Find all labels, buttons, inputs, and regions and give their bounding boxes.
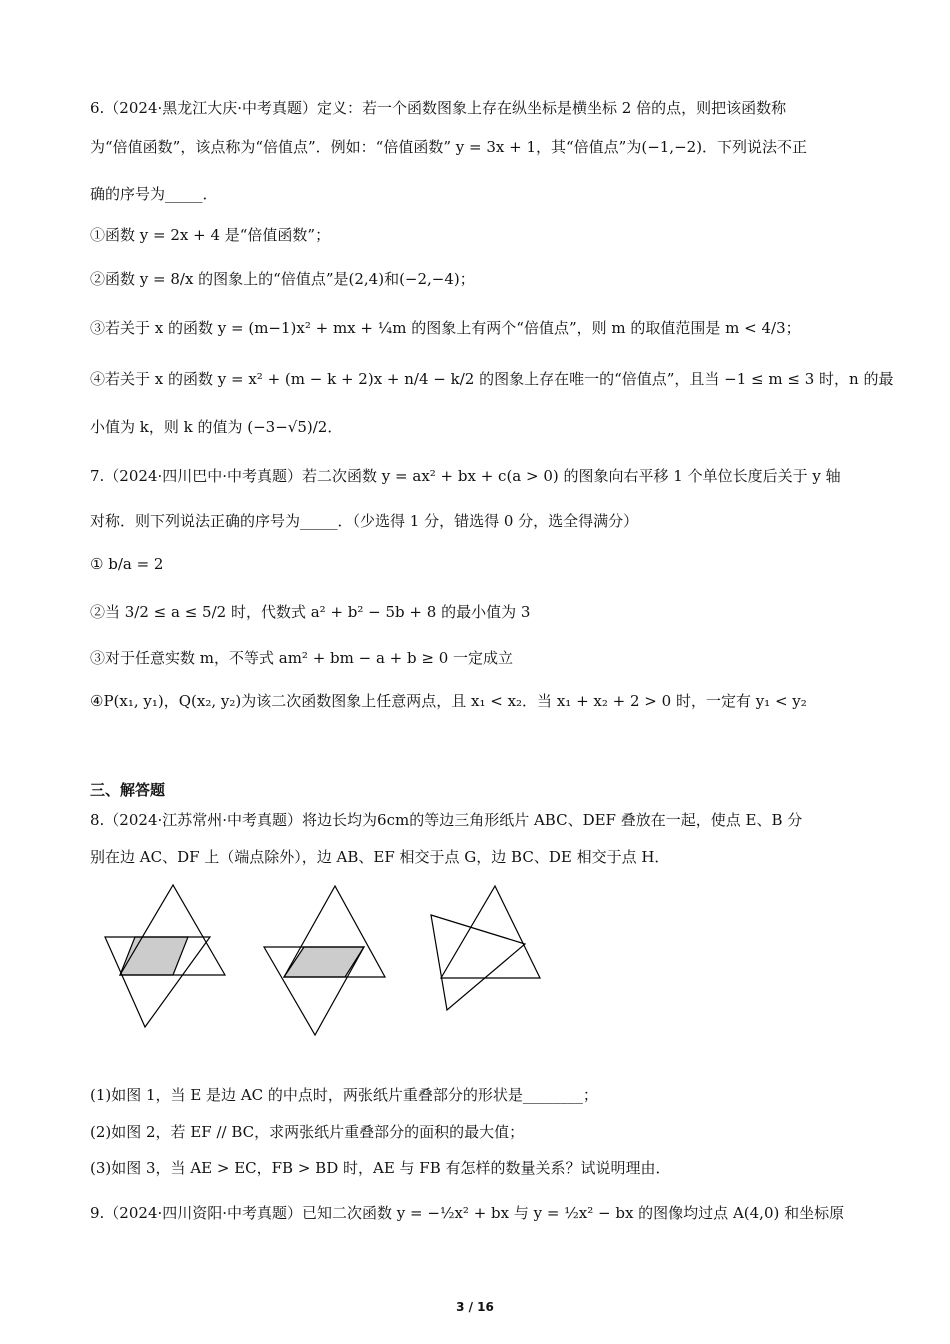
triangle-abc: [441, 886, 540, 978]
figure-2: [260, 870, 410, 1054]
q7-option-1: ① b/a = 2: [90, 555, 164, 573]
q7-option-3: ③对于任意实数 m，不等式 am² + bm − a + b ≥ 0 一定成立: [90, 649, 514, 667]
overlap-parallelogram: [120, 937, 188, 975]
q6-line2: 为“倍值函数”，该点称为“倍值点”．例如：“倍值函数” y = 3x + 1，其“倍值点”为(−1,−2)．下列说法不正: [90, 138, 808, 156]
q6-line3: 确的序号为_____．: [90, 185, 218, 203]
q8-line2: 别在边 AC、DF 上（端点除外），边 AB、EF 相交于点 G，边 BC、DE 相交于点 H．: [90, 848, 670, 866]
figure-2-diagram: [260, 870, 410, 1050]
q6-option-3: ③若关于 x 的函数 y = (m−1)x² + mx + ¼m 的图象上有两个“倍值点”，则 m 的取值范围是 m < 4/3；: [90, 319, 801, 337]
q7-line1: 7.（2024·四川巴中·中考真题）若二次函数 y = ax² + bx + c(a > 0) 的图象向右平移 1 个单位长度后关于 y 轴: [90, 467, 841, 485]
q8-sub-1: (1)如图 1，当 E 是边 AC 的中点时，两张纸片重叠部分的形状是________；: [90, 1086, 598, 1104]
q7-option-2: ②当 3/2 ≤ a ≤ 5/2 时，代数式 a² + b² − 5b + 8 的最小值为 3: [90, 603, 531, 621]
q8-sub-2: (2)如图 2，若 EF // BC，求两张纸片重叠部分的面积的最大值；: [90, 1123, 525, 1141]
page-number: 3 / 16: [456, 1300, 494, 1314]
q6-line1: 6.（2024·黑龙江大庆·中考真题）定义：若一个函数图象上存在纵坐标是横坐标 2 倍的点，则把该函数称: [90, 99, 787, 117]
q6-option-4b: 小值为 k，则 k 的值为 (−3−√5)/2．: [90, 418, 343, 436]
q6-option-4a: ④若关于 x 的函数 y = x² + (m − k + 2)x + n/4 − k/2 的图象上存在唯一的“倍值点”，且当 −1 ≤ m ≤ 3 时，n 的最: [90, 370, 894, 388]
q6-option-1: ①函数 y = 2x + 4 是“倍值函数”；: [90, 226, 331, 244]
q6-option-2: ②函数 y = 8/x 的图象上的“倍值点”是(2,4)和(−2,−4)；: [90, 270, 475, 288]
figure-3-diagram: [415, 870, 565, 1050]
figure-1-diagram: [90, 870, 240, 1050]
figure-3: [415, 870, 565, 1054]
q8-sub-3: (3)如图 3，当 AE > EC，FB > BD 时，AE 与 FB 有怎样的数量关系？试说明理由．: [90, 1159, 671, 1177]
q7-line2: 对称．则下列说法正确的序号为_____．（少选得 1 分，错选得 0 分，选全得满分）: [90, 512, 639, 530]
overlap-parallelogram: [284, 947, 364, 977]
figure-1: [90, 870, 240, 1054]
triangle-def: [431, 915, 525, 1010]
q8-line1: 8.（2024·江苏常州·中考真题）将边长均为6cm的等边三角形纸片 ABC、DEF 叠放在一起，使点 E、B 分: [90, 811, 803, 829]
q7-option-4: ④P(x₁, y₁)，Q(x₂, y₂)为该二次函数图象上任意两点，且 x₁ < x₂．当 x₁ + x₂ + 2 > 0 时，一定有 y₁ < y₂: [90, 692, 807, 710]
q9-line1: 9.（2024·四川资阳·中考真题）已知二次函数 y = −½x² + bx 与 y = ½x² − bx 的图像均过点 A(4,0) 和坐标原: [90, 1204, 845, 1222]
section-heading: 三、解答题: [90, 781, 166, 799]
